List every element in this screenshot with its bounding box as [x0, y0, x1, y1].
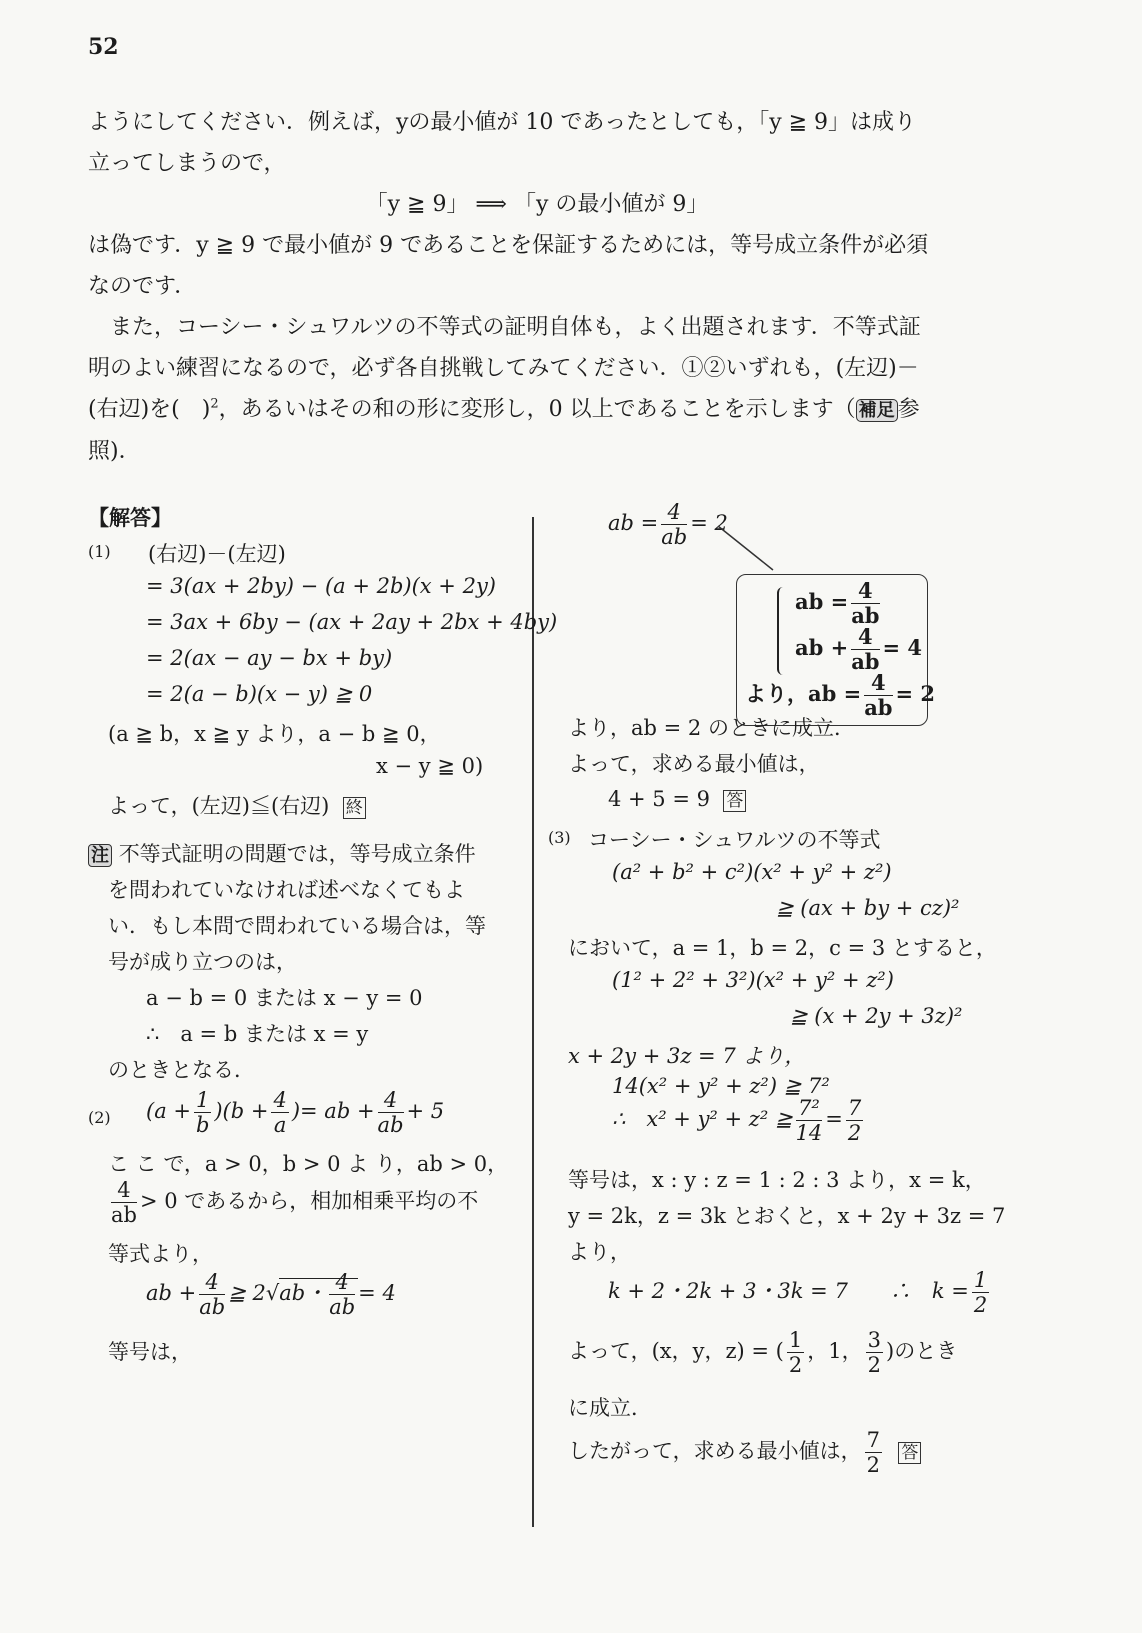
text: = 4: [882, 635, 923, 660]
text: より，ab =: [745, 681, 862, 706]
text: 4 + 5 = 9: [608, 787, 710, 811]
brace: [777, 587, 791, 675]
denominator: ab: [377, 1113, 404, 1137]
fraction: [271, 1088, 288, 1137]
denominator: a: [273, 1113, 287, 1137]
denominator: ab: [864, 695, 893, 720]
numerator: 4: [199, 1270, 225, 1295]
fraction: [846, 1096, 863, 1145]
math-line: [612, 1096, 866, 1145]
math-line: (右辺)－(左辺): [148, 542, 286, 566]
text: (右辺)を( ): [88, 397, 211, 422]
note-line: を問われていなければ述べなくてもよ: [108, 878, 465, 902]
hosoku-badge: 補足: [856, 399, 898, 422]
denominator: ab: [851, 649, 880, 674]
math-line: 14(x² + y² + z²) ≧ 7²: [612, 1074, 830, 1098]
intro-line: [88, 389, 986, 431]
callout-pointer: [718, 518, 788, 578]
math-line: 等号は，: [108, 1340, 192, 1364]
math-line: ≧ (ax + by + cz)²: [776, 896, 960, 920]
text: k + 2・2k + 3・3k = 7 ∴ k =: [608, 1279, 969, 1303]
text: )のとき: [886, 1339, 958, 1363]
denominator: 14: [795, 1121, 823, 1145]
am-gm-line: ab + $\frac{4}{ab}$ ≧ 2√ab・ $\frac{4}{ab}$ = 4: [146, 1270, 396, 1319]
fraction: [796, 1096, 823, 1145]
text: = 4: [358, 1281, 396, 1305]
math-line: x + 2y + 3z = 7 より，: [568, 1044, 806, 1068]
math-line: よって，求める最小値は，: [568, 752, 820, 776]
denominator: ab: [661, 525, 688, 549]
fraction: [866, 1328, 883, 1377]
denominator: b: [195, 1113, 210, 1137]
note-badge: 注: [88, 844, 112, 867]
math-line: = 2(ax − ay − bx + by): [146, 646, 393, 670]
math-line: ≧ (x + 2y + 3z)²: [790, 1004, 963, 1028]
math-line: [568, 1428, 921, 1477]
answer-mark: 答: [723, 790, 746, 812]
note-math: a − b = 0 または x − y = 0: [146, 986, 423, 1010]
denominator: ab: [329, 1295, 356, 1319]
fraction: [199, 1270, 225, 1319]
math-line: = 2(a − b)(x − y) ≧ 0: [146, 682, 373, 706]
intro-line: 明のよい練習になるので，必ず各自挑戦してみてください．①②いずれも，(左辺)－: [88, 356, 919, 381]
text: + 5: [406, 1099, 445, 1123]
intro-text: [88, 102, 986, 472]
fraction: [329, 1270, 355, 1319]
numerator: 4: [378, 1088, 404, 1113]
column-divider: [532, 517, 534, 1527]
numerator: 4: [273, 1088, 287, 1112]
denominator: 2: [788, 1353, 803, 1377]
intro-line: なのです．: [88, 274, 197, 299]
intro-line: また，コーシー・シュワルツの不等式の証明自体も，よく出題されます．不等式証: [110, 315, 921, 340]
note-line: [88, 838, 476, 868]
problem-number: (3): [548, 828, 571, 847]
fraction: [378, 1088, 404, 1137]
fraction: [864, 671, 892, 720]
math-line: において，a = 1，b = 2，c = 3 とすると，: [568, 936, 997, 960]
numerator: 7²: [796, 1096, 823, 1121]
numerator: 1: [195, 1088, 210, 1112]
numerator: 4: [661, 500, 687, 525]
math-line: (1² + 2² + 3²)(x² + y² + z²): [612, 968, 894, 992]
math-line: [108, 1178, 478, 1227]
text: ab =: [608, 511, 659, 535]
numerator: 4: [864, 671, 892, 696]
math-line: [608, 786, 746, 811]
text: ，1，: [807, 1339, 863, 1363]
sqrt-content: [279, 1270, 358, 1319]
denominator: 2: [973, 1293, 988, 1317]
fraction: [865, 1428, 882, 1477]
math-line: こ こ で，a > 0，b > 0 よ り，ab > 0，: [108, 1152, 509, 1176]
math-line: x − y ≧ 0): [376, 754, 484, 778]
fraction: [661, 500, 687, 549]
end-mark: 終: [343, 797, 366, 819]
callout-box: [736, 574, 936, 726]
math-line: より，ab = 2 のときに成立．: [568, 716, 855, 740]
text: ab +: [146, 1281, 197, 1305]
math-line: 等式より，: [108, 1242, 213, 1266]
numerator: 4: [851, 625, 879, 650]
problem-number: (2): [88, 1108, 111, 1127]
numerator: 1: [788, 1328, 803, 1352]
text: したがって，求める最小値は，: [568, 1439, 862, 1463]
numerator: 4: [851, 579, 879, 604]
denominator: ab: [199, 1295, 226, 1319]
callout-line: [795, 579, 883, 628]
text: = 2: [690, 511, 728, 535]
problem-number: (1): [88, 542, 111, 561]
text: ，あるいはその和の形に変形し，0 以上であることを示します（: [218, 397, 856, 422]
page-number: 52: [88, 34, 119, 60]
intro-line: は偽です．y ≧ 9 で最小値が 9 であることを保証するためには，等号成立条件が必須: [88, 233, 929, 258]
intro-line: 照)．: [88, 439, 141, 464]
fraction: [194, 1088, 211, 1137]
callout-line: [795, 625, 922, 674]
text: ∴ x² + y² + z² ≧: [612, 1107, 793, 1131]
text: =: [825, 1107, 843, 1131]
intro-line: 立ってしまうので，: [88, 151, 286, 176]
numerator: 7: [847, 1096, 862, 1120]
intro-line: ようにしてください．例えば，yの最小値が 10 であったとしても，「y ≧ 9」は成り: [88, 110, 917, 135]
math-line: コーシー・シュワルツの不等式: [588, 828, 881, 852]
math-line: 等号は，x : y : z = 1 : 2 : 3 より，x = k，: [568, 1168, 986, 1192]
fraction: [972, 1268, 989, 1317]
numerator: 4: [329, 1270, 355, 1295]
note-line: のときとなる．: [108, 1058, 255, 1082]
text: )= ab +: [291, 1099, 375, 1123]
math-line: y = 2k，z = 3k とおくと，x + 2y + 3z = 7: [568, 1204, 1006, 1228]
math-line: [608, 1268, 992, 1317]
text: (a +: [146, 1099, 191, 1123]
text: よって，(左辺)≦(右辺): [108, 794, 330, 818]
note-line: 号が成り立つのは，: [108, 950, 297, 974]
fraction: [111, 1178, 137, 1227]
answer-mark: 答: [898, 1442, 921, 1464]
numerator: 7: [866, 1428, 880, 1452]
fraction: [851, 625, 879, 674]
text: 不等式証明の問題では，等号成立条件: [118, 842, 476, 866]
note-line: い．もし本問で問われている場合は，等: [108, 914, 486, 938]
text: ab・: [279, 1281, 327, 1305]
math-line: [568, 1328, 957, 1377]
math-line: に成立．: [568, 1396, 652, 1420]
text: = 2: [895, 681, 936, 706]
denominator: 2: [867, 1353, 882, 1377]
denominator: ab: [111, 1203, 137, 1227]
fraction: [787, 1328, 804, 1377]
denominator: 2: [866, 1453, 880, 1477]
numerator: 1: [973, 1268, 988, 1292]
text: )(b +: [214, 1099, 269, 1123]
math-line: [146, 1088, 444, 1137]
math-line: より，: [568, 1240, 631, 1264]
math-line: (a² + b² + c²)(x² + y² + z²): [612, 860, 892, 884]
text: > 0 であるから，相加相乗平均の不: [139, 1189, 479, 1213]
numerator: 3: [867, 1328, 882, 1352]
text: ab +: [795, 635, 849, 660]
denominator: ab: [851, 603, 880, 628]
math-line: [608, 500, 728, 549]
fraction: [851, 579, 879, 628]
math-line: = 3ax + 6by − (ax + 2ay + 2bx + 4by): [146, 610, 558, 634]
note-math: ∴ a = b または x = y: [146, 1022, 369, 1046]
intro-implication: 「y ≧ 9」 ⟹ 「y の最小値が 9」: [365, 192, 709, 217]
denominator: 2: [847, 1121, 862, 1145]
answer-heading: 【解答】: [88, 505, 172, 530]
numerator: 4: [111, 1178, 137, 1203]
text: 参: [897, 397, 920, 422]
math-line: (a ≧ b，x ≧ y より，a − b ≧ 0，: [108, 722, 441, 746]
superscript: 2: [210, 396, 219, 412]
text: ≧ 2: [228, 1281, 266, 1305]
conclusion-line: [108, 790, 366, 820]
math-line: = 3(ax + 2by) − (a + 2b)(x + 2y): [146, 574, 496, 598]
text: ab =: [795, 589, 849, 614]
text: よって，(x，y，z) = (: [568, 1339, 784, 1363]
